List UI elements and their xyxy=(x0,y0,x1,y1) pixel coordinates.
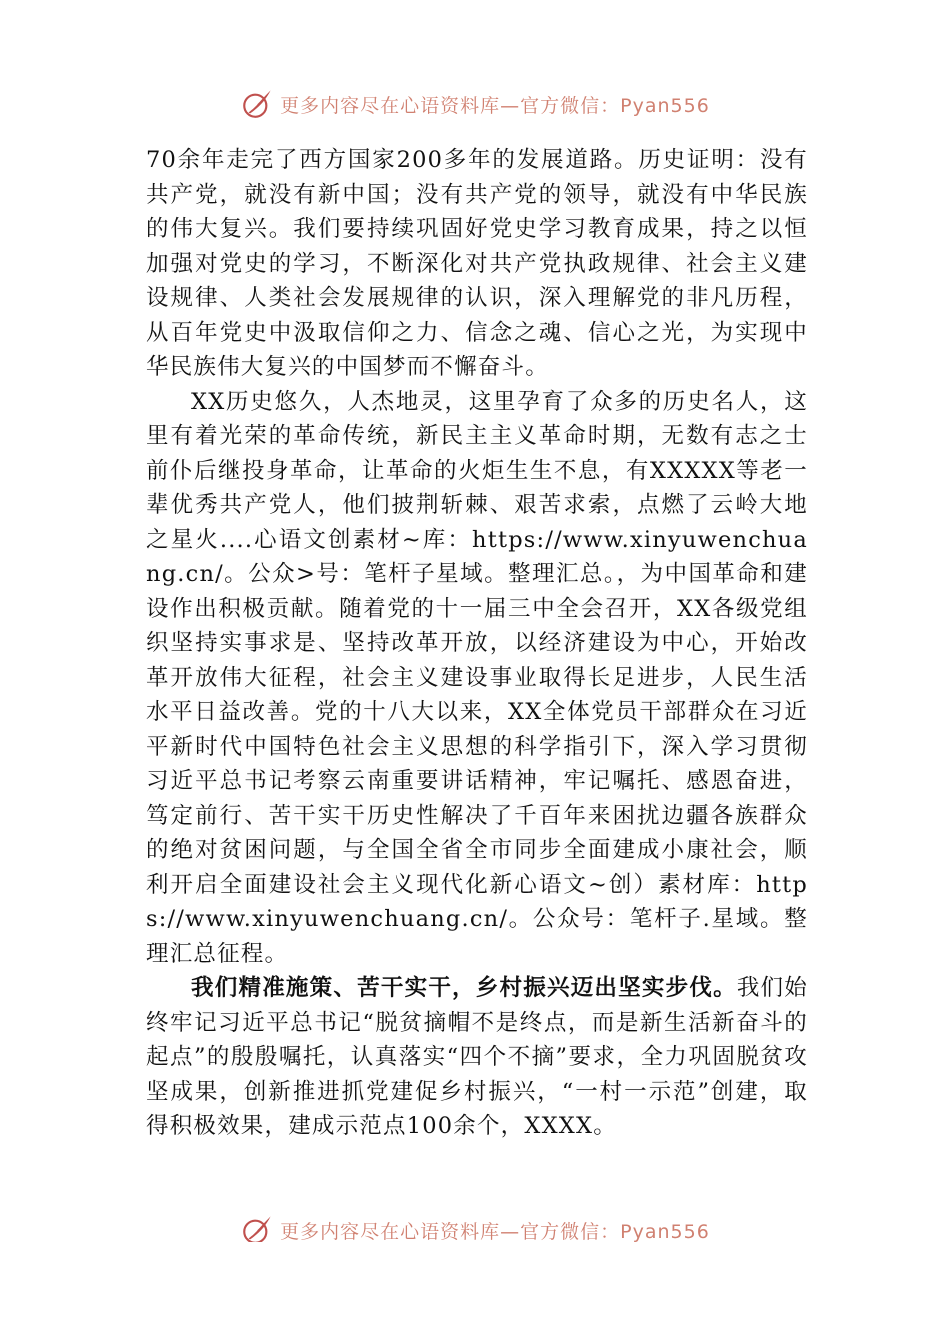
paragraph-2: XX历史悠久，人杰地灵，这里孕育了众多的历史名人，这里有着光荣的革命传统，新民主主义革命时期，无数有志之士前仆后继投身革命，让革命的火炬生生不息，有XXXXX等老一辈优秀共产党人，他们披荆斩棘、艰苦求索，点燃了云岭大地之星火....心语文创素材~库：https://www.xinyuwenchuang.cn/。公众>号：笔杆子星域。整理汇总。，为中国革命和建设作出积极贡献。随着党的十一届三中全会召开，XX各级党组织坚持实事求是、坚持改革开放，以经济建设为中心，开始改革开放伟大征程，社会主义建设事业取得长足进步，人民生活水平日益改善。党的十八大以来，XX全体党员干部群众在习近平新时代中国特色社会主义思想的科学指引下，深入学习贯彻习近平总书记考察云南重要讲话精神，牢记嘱托、感恩奋进，笃定前行、苦干实干历史性解决了千百年来困扰边疆各族群众的绝对贫困问题，与全国全省全市同步全面建成小康社会，顺利开启全面建设社会主义现代化新心语文~创）素材库：https://www.xinyuwenchuang.cn/。公众号：笔杆子.星域。整理汇总征程。 xyxy=(146,388,808,967)
document-body xyxy=(146,143,808,1144)
header-watermark xyxy=(0,84,950,124)
paragraph-3 xyxy=(146,971,808,1144)
watermark-text: 更多内容尽在心语资料库—官方微信：Pyan556 xyxy=(280,1220,710,1242)
paragraph-1: 70余年走完了西方国家200多年的发展道路。历史证明：没有共产党，就没有新中国；没有共产党的领导，就没有中华民族的伟大复兴。我们要持续巩固好党史学习教育成果，持之以恒加强对党史的学习，不断深化对共产党执政规律、社会主义建设规律、人类社会发展规律的认识，深入理解党的非凡历程，从百年党史中汲取信仰之力、信念之魂、信心之光，为实现中华民族伟大复兴的中国梦而不懈奋斗。 xyxy=(146,147,808,380)
paragraph-3-heading: 我们精准施策、苦干实干，乡村振兴迈出坚实步伐。 xyxy=(191,975,737,1001)
quill-logo-icon xyxy=(240,87,274,121)
footer-watermark xyxy=(0,1206,950,1242)
quill-logo-icon xyxy=(240,1213,274,1242)
paragraph-3-body: 我们始终牢记习近平总书记“脱贫摘帽不是终点，而是新生活新奋斗的起点”的殷殷嘱托，认真落实“四个不摘”要求，全力巩固脱贫攻坚成果，创新推进抓党建促乡村振兴，“一村一示范”创建，取得积极效果，建成示范点100余个，XXXX。 xyxy=(146,975,808,1139)
watermark-text: 更多内容尽在心语资料库—官方微信：Pyan556 xyxy=(280,94,710,117)
